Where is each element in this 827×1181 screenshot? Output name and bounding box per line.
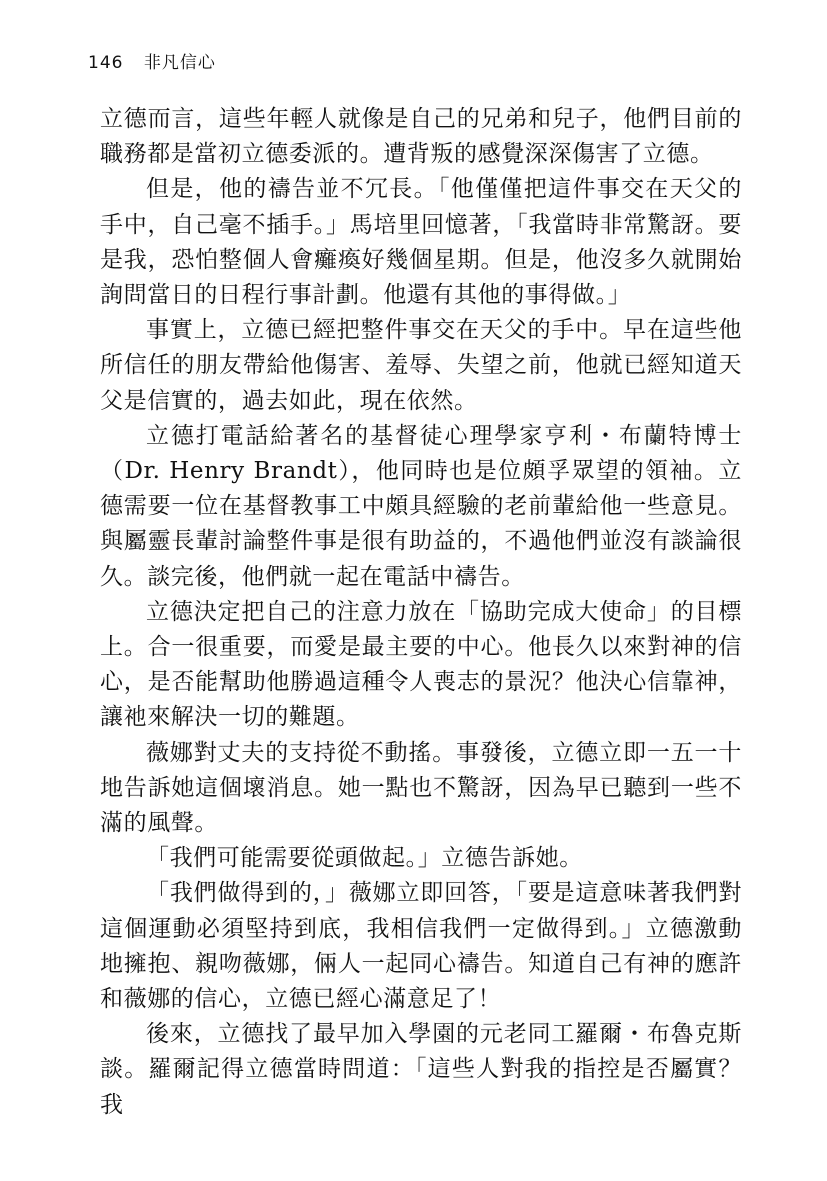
body-text — [100, 102, 742, 1123]
paragraph: 「我們可能需要從頭做起。」立德告訴她。 — [146, 845, 583, 872]
page-number: 146 — [88, 53, 124, 73]
paragraph: 立德而言，這些年輕人就像是自己的兄弟和兒子，他們目前的職務都是當初立德委派的。遭背叛的感覺深深傷害了立德。 — [100, 106, 742, 168]
paragraph: 立德決定把自己的注意力放在「協助完成大使命」的目標上。合一很重要，而愛是最主要的中心。他長久以來對神的信心，是否能幫助他勝過這種令人喪志的景況？他決心信靠神，讓祂來解決一切的難題。 — [100, 598, 742, 731]
paragraph: 「我們做得到的，」薇娜立即回答，「要是這意味著我們對這個運動必須堅持到底，我相信我們一定做得到。」立德激動地擁抱、親吻薇娜，倆人一起同心禱告。知道自己有神的應許和薇娜的信心，立德已經心滿意足了！ — [100, 880, 742, 1013]
paragraph: 但是，他的禱告並不冗長。「他僅僅把這件事交在天父的手中，自己毫不插手。」馬培里回憶著，「我當時非常驚訝。要是我，恐怕整個人會癱瘓好幾個星期。但是，他沒多久就開始詢問當日的日程行事計劃。他還有其他的事得做。」 — [100, 176, 742, 309]
paragraph: 立德打電話給著名的基督徒心理學家亨利・布蘭特博士（Dr. Henry Brandt），他同時也是位頗孚眾望的領袖。立德需要一位在基督教事工中頗具經驗的老前輩給他一些意見。與屬靈長輩討論整件事是很有助益的，不過他們並沒有談論很久。談完後，他們就一起在電話中禱告。 — [100, 422, 742, 590]
paragraph: 薇娜對丈夫的支持從不動搖。事發後，立德立即一五一十地告訴她這個壞消息。她一點也不驚訝，因為早已聽到一些不滿的風聲。 — [100, 739, 742, 837]
paragraph: 事實上，立德已經把整件事交在天父的手中。早在這些他所信任的朋友帶給他傷害、羞辱、失望之前，他就已經知道天父是信實的，過去如此，現在依然。 — [100, 317, 742, 414]
book-title: 非凡信心 — [143, 53, 216, 73]
paragraph: 後來，立德找了最早加入學園的元老同工羅爾・布魯克斯談。羅爾記得立德當時問道：「這些人對我的指控是否屬實？我 — [100, 1021, 742, 1118]
running-header — [88, 48, 216, 73]
